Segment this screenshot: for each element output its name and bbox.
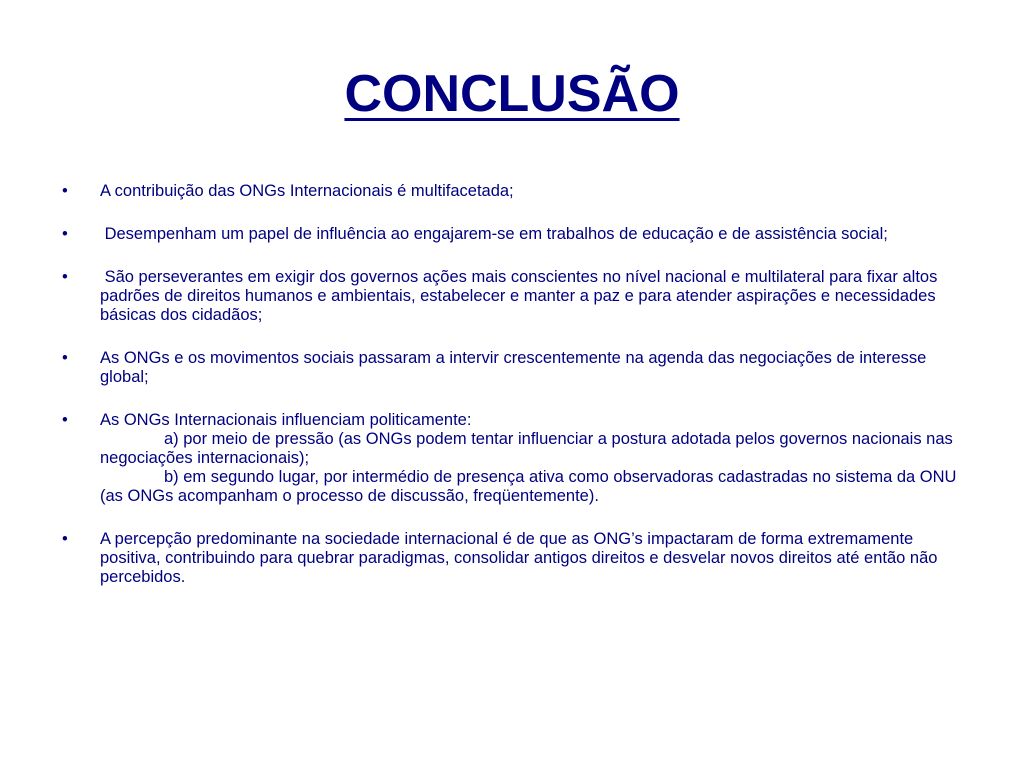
bullet-marker: •	[62, 349, 68, 367]
bullet-list	[60, 182, 972, 611]
sub-item-b: b) em segundo lugar, por intermédio de presença ativa como observadoras cadastradas no sistema da ONU (as ONGs acompanham o processo de discussão, freqüentemente).	[100, 468, 962, 505]
sub-item-a: a) por meio de pressão (as ONGs podem tentar influenciar a postura adotada pelos governos nacionais nas negociações internacionais);	[100, 430, 958, 467]
bullet-text: Desempenham um papel de influência ao engajarem-se em trabalhos de educação e de assistência social;	[100, 225, 888, 243]
bullet-marker: •	[62, 411, 68, 429]
bullet-marker: •	[62, 225, 68, 243]
bullet-marker: •	[62, 182, 68, 200]
slide-title	[0, 62, 1024, 126]
bullet-item-2	[60, 225, 972, 244]
slide-title-text: CONCLUSÃO	[344, 65, 680, 123]
bullet-text: A contribuição das ONGs Internacionais é multifacetada;	[100, 182, 514, 200]
bullet-marker: •	[62, 530, 68, 548]
bullet-item-3	[60, 268, 972, 325]
bullet-text: A percepção predominante na sociedade internacional é de que as ONG’s impactaram de forma extremamente positiva, contribuindo para quebrar paradigmas, consolidar antigos direitos e desvelar novos direitos até então não percebidos.	[100, 530, 943, 586]
bullet-item-5	[60, 411, 972, 506]
bullet-text: As ONGs Internacionais influenciam politicamente:	[100, 411, 472, 429]
bullet-marker: •	[62, 268, 68, 286]
bullet-item-1	[60, 182, 972, 201]
bullet-text: São perseverantes em exigir dos governos ações mais conscientes no nível nacional e multilateral para fixar altos padrões de direitos humanos e ambientais, estabelecer e manter a paz e para atender aspirações e necessidades básicas dos cidadãos;	[100, 268, 942, 324]
bullet-item-6	[60, 530, 972, 587]
bullet-text: As ONGs e os movimentos sociais passaram a intervir crescentemente na agenda das negociações de interesse global;	[100, 349, 931, 386]
bullet-item-4	[60, 349, 972, 387]
